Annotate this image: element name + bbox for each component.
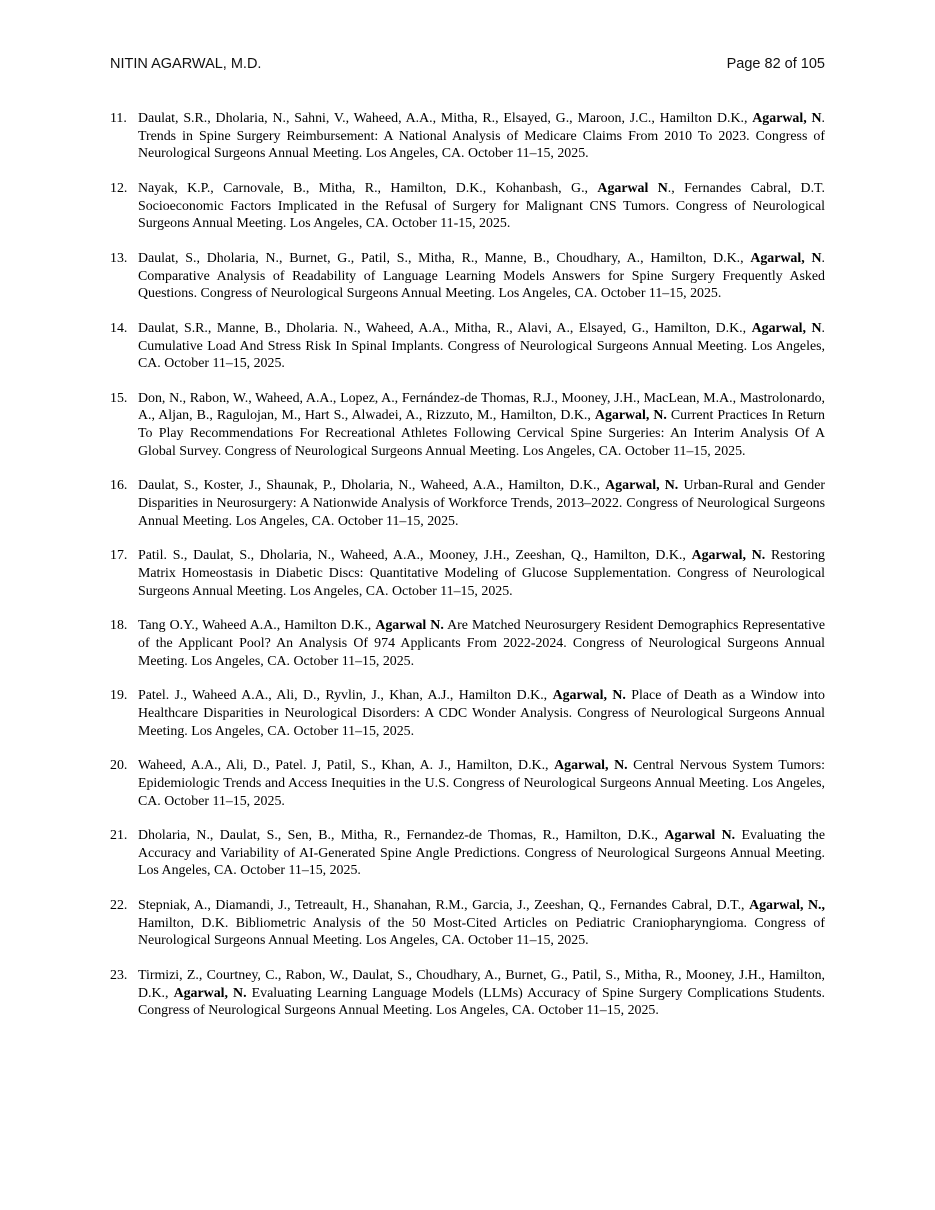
item-number: 18. — [110, 618, 128, 634]
citation-text — [138, 110, 825, 163]
list-item — [110, 180, 825, 233]
citation-text — [138, 897, 825, 950]
citation-rest: . Cumulative Load And Stress Risk In Spinal Implants. Congress of Neurological Surgeons Annual Meeting. Los Angeles, CA. October 11–15, 2025. — [138, 320, 825, 372]
citation-rest: Evaluating Learning Language Models (LLMs) Accuracy of Spine Surgery Complications Students. Congress of Neurological Surgeons Annual Meeting. Los Angeles, CA. October 11–15, 2025. — [138, 985, 825, 1019]
citation-text — [138, 757, 825, 810]
citation-rest: Current Practices In Return To Play Recommendations For Recreational Athletes Following Cervical Spine Surgeries: An Interim Analysis Of A Global Survey. Congress of Neurological Surgeons Annual Meeting. Los Angeles, CA. October 11–15, 2025. — [138, 408, 825, 459]
highlighted-author: Agarwal, N. — [173, 985, 247, 1001]
citation-authors: Nayak, K.P., Carnovale, B., Mitha, R., Hamilton, D.K., Kohanbash, G., — [138, 180, 598, 196]
list-item — [110, 757, 825, 810]
highlighted-author: Agarwal, N — [750, 250, 822, 266]
list-item — [110, 897, 825, 950]
highlighted-author: Agarwal, N. — [552, 688, 626, 704]
citation-rest: Hamilton, D.K. Bibliometric Analysis of the 50 Most-Cited Articles on Pediatric Craniopharyngioma. Congress of Neurological Surgeons Annual Meeting. Los Angeles, CA. October 11–15, 2025. — [138, 915, 825, 949]
citation-text — [138, 180, 825, 233]
item-number: 23. — [110, 968, 128, 984]
item-number: 17. — [110, 548, 128, 564]
citation-rest: ., Fernandes Cabral, D.T. Socioeconomic Factors Implicated in the Refusal of Surgery for Malignant CNS Tumors. Congress of Neurological Surgeons Annual Meeting. Los Angeles, CA. October 11-15, 2025. — [138, 180, 825, 232]
citation-text — [138, 687, 825, 740]
citation-authors: Tang O.Y., Waheed A.A., Hamilton D.K., — [138, 618, 376, 634]
citation-text — [138, 390, 825, 460]
citation-authors: Daulat, S.R., Manne, B., Dholaria. N., Waheed, A.A., Mitha, R., Alavi, A., Elsayed, G., Hamilton, D.K., — [138, 320, 752, 336]
citation-rest: Place of Death as a Window into Healthcare Disparities in Neurological Disorders: A CDC Wonder Analysis. Congress of Neurological Surgeons Annual Meeting. Los Angeles, CA. October 11–15, 2025. — [138, 688, 825, 739]
highlighted-author: Agarwal, N. — [594, 408, 667, 424]
citation-authors: Tirmizi, Z., Courtney, C., Rabon, W., Daulat, S., Choudhary, A., Burnet, G., Patil, S., Mitha, R., Mooney, J.H., Hamilton, D.K., — [138, 968, 825, 1001]
highlighted-author: Agarwal N. — [664, 828, 736, 844]
list-item — [110, 827, 825, 880]
citation-authors: Patil. S., Daulat, S., Dholaria, N., Waheed, A.A., Mooney, J.H., Zeeshan, Q., Hamilton, D.K., — [138, 548, 692, 564]
citation-authors: Don, N., Rabon, W., Waheed, A.A., Lopez, A., Fernández-de Thomas, R.J., Mooney, J.H., MacLean, M.A., Mastrolonardo, A., Aljan, B., Ragulojan, M., Hart S., Alwadei, A., Rizzuto, M., Hamilton, D.K., — [138, 390, 825, 424]
highlighted-author: Agarwal, N — [751, 320, 822, 336]
citation-authors: Dholaria, N., Daulat, S., Sen, B., Mitha, R., Fernandez-de Thomas, R., Hamilton, D.K., — [138, 828, 665, 844]
list-item — [110, 687, 825, 740]
item-number: 19. — [110, 688, 128, 704]
list-item — [110, 390, 825, 460]
citation-rest: Urban-Rural and Gender Disparities in Neurosurgery: A Nationwide Analysis of Workforce Trends, 2013–2022. Congress of Neurological Surgeons Annual Meeting. Los Angeles, CA. October 11–15, 2025. — [138, 478, 825, 529]
citation-text — [138, 320, 825, 373]
page-number: Page 82 of 105 — [726, 56, 825, 72]
item-number: 12. — [110, 180, 128, 196]
citation-authors: Patel. J., Waheed A.A., Ali, D., Ryvlin, J., Khan, A.J., Hamilton D.K., — [138, 688, 553, 704]
list-item — [110, 547, 825, 600]
citation-rest: Central Nervous System Tumors: Epidemiologic Trends and Access Inequities in the U.S. Congress of Neurological Surgeons Annual Meeting. Los Angeles, CA. October 11–15, 2025. — [138, 758, 826, 809]
list-item — [110, 617, 825, 670]
highlighted-author: Agarwal, N — [752, 111, 822, 126]
item-number: 20. — [110, 758, 128, 774]
citation-text — [138, 617, 825, 670]
highlighted-author: Agarwal, N. — [605, 478, 679, 494]
highlighted-author: Agarwal N — [597, 180, 668, 196]
citation-rest: . Trends in Spine Surgery Reimbursement: A National Analysis of Medicare Claims From 2010 To 2023. Congress of Neurological Surgeons Annual Meeting. Los Angeles, CA. October 11–15, 2025. — [138, 111, 826, 162]
item-number: 21. — [110, 828, 128, 844]
item-number: 22. — [110, 898, 128, 914]
citation-rest: . Comparative Analysis of Readability of Language Learning Models Answers for Spine Surgery Frequently Asked Questions. Congress of Neurological Surgeons Annual Meeting. Los Angeles, CA. October 11–15, 2025. — [138, 250, 825, 302]
citation-text — [138, 967, 825, 1020]
list-item — [110, 320, 825, 373]
citation-rest: Restoring Matrix Homeostasis in Diabetic Discs: Quantitative Modeling of Glucose Supplementation. Congress of Neurological Surgeons Annual Meeting. Los Angeles, CA. October 11–15, 2025. — [138, 548, 825, 599]
citation-authors: Waheed, A.A., Ali, D., Patel. J, Patil, S., Khan, A. J., Hamilton, D.K., — [138, 758, 555, 774]
citation-authors: Stepniak, A., Diamandi, J., Tetreault, H., Shanahan, R.M., Garcia, J., Zeeshan, Q., Fernandes Cabral, D.T., — [138, 898, 750, 914]
list-item — [110, 967, 825, 1020]
publication-list — [110, 110, 825, 1037]
citation-authors: Daulat, S., Koster, J., Shaunak, P., Dholaria, N., Waheed, A.A., Hamilton, D.K., — [138, 478, 606, 494]
highlighted-author: Agarwal, N. — [691, 548, 766, 564]
page-header — [110, 56, 825, 72]
item-number: 16. — [110, 478, 128, 494]
item-number: 11. — [110, 111, 127, 126]
citation-text — [138, 477, 825, 530]
highlighted-author: Agarwal N. — [375, 618, 444, 634]
author-name: NITIN AGARWAL, M.D. — [110, 56, 262, 72]
citation-rest: Evaluating the Accuracy and Variability of AI-Generated Spine Angle Predictions. Congress of Neurological Surgeons Annual Meeting. Los Angeles, CA. October 11–15, 2025. — [138, 828, 825, 879]
citation-rest: Are Matched Neurosurgery Resident Demographics Representative of the Applicant Pool? An Analysis Of 974 Applicants From 2022-2024. Congress of Neurological Surgeons Annual Meeting. Los Angeles, CA. October 11–15, 2025. — [138, 618, 825, 669]
citation-authors: Daulat, S.R., Dholaria, N., Sahni, V., Waheed, A.A., Mitha, R., Elsayed, G., Maroon, J.C., Hamilton D.K., — [138, 111, 753, 126]
list-item — [110, 250, 825, 303]
item-number: 15. — [110, 390, 128, 406]
list-item — [110, 477, 825, 530]
item-number: 13. — [110, 250, 128, 266]
citation-text — [138, 827, 825, 880]
highlighted-author: Agarwal, N., — [749, 898, 825, 914]
citation-authors: Daulat, S., Dholaria, N., Burnet, G., Patil, S., Mitha, R., Manne, B., Choudhary, A., Hamilton, D.K., — [138, 250, 751, 266]
list-item — [110, 110, 825, 163]
citation-text — [138, 547, 825, 600]
citation-text — [138, 250, 825, 303]
highlighted-author: Agarwal, N. — [554, 758, 628, 774]
item-number: 14. — [110, 320, 128, 336]
